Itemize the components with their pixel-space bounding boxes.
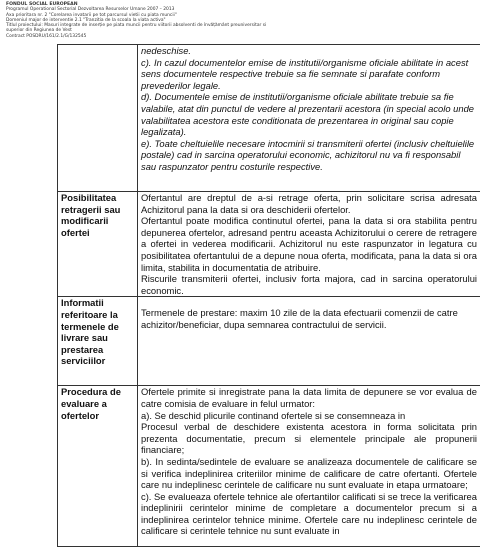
row-label-line: retragerii sau <box>61 204 134 216</box>
content-paragraph: Ofertele primite si inregistrate pana la data limita de depunere se vor evalua de catre comisia de evaluare in felul urmator: <box>141 386 477 409</box>
header-line: FONDUL SOCIAL EUROPEAN <box>6 2 306 7</box>
row-label-line: ofertei <box>61 227 134 239</box>
content-paragraph: c). Se evalueaza ofertele tehnice ale ofertantilor calificati si se trece la verificarea indeplinirii cerintelor minime de completare a documentelor precum si a indeplinirea cerintelor tehnice minime. Ofertele care nu indeplinesc cerintele de calificare si cerintele tehnice nu sunt evaluate in <box>141 491 477 537</box>
table-row <box>58 192 480 297</box>
row-label-line: referitoare la <box>61 309 134 321</box>
row-content-cell <box>138 45 480 192</box>
header-line: Domeniul major de interventie 2.1 "Tranzitia de la scoala la viata activa" <box>6 18 306 23</box>
row-content-cell <box>138 386 480 547</box>
content-paragraph: Termenele de prestare: maxim 10 zile de la data efectuarii comenzii de catre achizitor/beneficiar, dupa semnarea contractului de servicii. <box>141 307 477 330</box>
row-label-line: Posibilitatea <box>61 192 134 204</box>
row-label-cell <box>58 297 138 386</box>
content-paragraph: Riscurile transmiterii ofertei, inclusiv forta majora, cad in sarcina operatorului economic. <box>141 273 477 296</box>
document-header <box>6 2 306 39</box>
content-paragraph: Ofertantul poate modifica continutul ofertei, pana la data si ora stabilita pentru depunerea ofertelor, adresand pentru aceasta Achizitorului o cerere de retragere a ofertei in vederea modificarii. Achizitorul nu este raspunzator in legatura cu posibilitatea ofertantului de a depune noua oferta, modificata, pana la data si ora limita, stabilita in documentatia de atribuire. <box>141 215 477 273</box>
header-line: Titlul proiectului: Masuri integrate de inserție pe piata muncii pentru viitorii absolventi de învățământ preuniversitar si <box>6 23 306 28</box>
table-row <box>58 386 480 547</box>
header-line: Axa prioritara nr. 2 "Corelarea invatarii pe tot parcursul vietii cu piata muncii" <box>6 13 306 18</box>
row-label-line: evaluare a <box>61 398 134 410</box>
content-paragraph: Procesul verbal de deschidere existenta acestora in forma solicitata prin prezenta documentatie, precum si elementele principale ale propunerii financiare; <box>141 421 477 456</box>
row-content-cell <box>138 192 480 297</box>
row-label-line: Informatii <box>61 297 134 309</box>
header-line: Contract POSDRU/161/2.1/G/132545 <box>6 34 306 39</box>
content-paragraph: Ofertantul are dreptul de a-si retrage oferta, prin solicitare scrisa adresata Achizitorul pana la data si ora deschiderii ofertelor. <box>141 192 477 215</box>
row-content-cell <box>138 297 480 386</box>
row-label-line: Procedura de <box>61 386 134 398</box>
header-line: Programul Operational Sectorial Dezvoltarea Resurselor Umane 2007 – 2013 <box>6 7 306 12</box>
content-paragraph: e). Toate cheltuielile necesare intocmirii si transmiterii ofertei (inclusiv cheltuielile postale) cad in sarcina operatorului economic, achizitorul nu va fi responsabil sau raspunzator pentru costurile respective. <box>141 138 477 173</box>
row-label-line: ofertelor <box>61 410 134 422</box>
content-paragraph: a). Se deschid plicurile continand ofertele si se consemneaza in <box>141 410 477 422</box>
header-line: superior din Regiunea de Vest <box>6 28 306 33</box>
row-label-line: termenele de <box>61 321 134 333</box>
row-label-cell <box>58 192 138 297</box>
content-paragraph: b). In sedinta/sedintele de evaluare se analizeaza documentele de calificare se si verifica indeplinirea criteriilor minime de calificare de catre ofertanti. Ofertele care nu indeplinesc cerintele de calificare nu sunt evaluate in etapa urmatoare; <box>141 456 477 491</box>
table-row <box>58 45 480 192</box>
row-label-line: livrare sau <box>61 332 134 344</box>
row-label-line: prestarea <box>61 344 134 356</box>
row-label-cell <box>58 386 138 547</box>
row-label-line: serviciilor <box>61 355 134 367</box>
specification-table <box>57 44 480 547</box>
content-paragraph: d). Documentele emise de institutii/organisme oficiale abilitate trebuie sa fie valabile, atat din punctul de vedere al prezentarii acestora (in special acolo unde valabilitatea acestora este conditionata de prezentarea in original sau copie legalizata). <box>141 91 477 137</box>
row-label-cell <box>58 45 138 192</box>
content-paragraph: c). In cazul documentelor emise de institutii/organisme oficiale abilitate in acest sens documentele respective trebuie sa fie semnate si parafate conform prevederilor legale. <box>141 57 477 92</box>
table-row <box>58 297 480 386</box>
row-label-line: modificarii <box>61 215 134 227</box>
content-paragraph: nedeschise. <box>141 45 477 57</box>
